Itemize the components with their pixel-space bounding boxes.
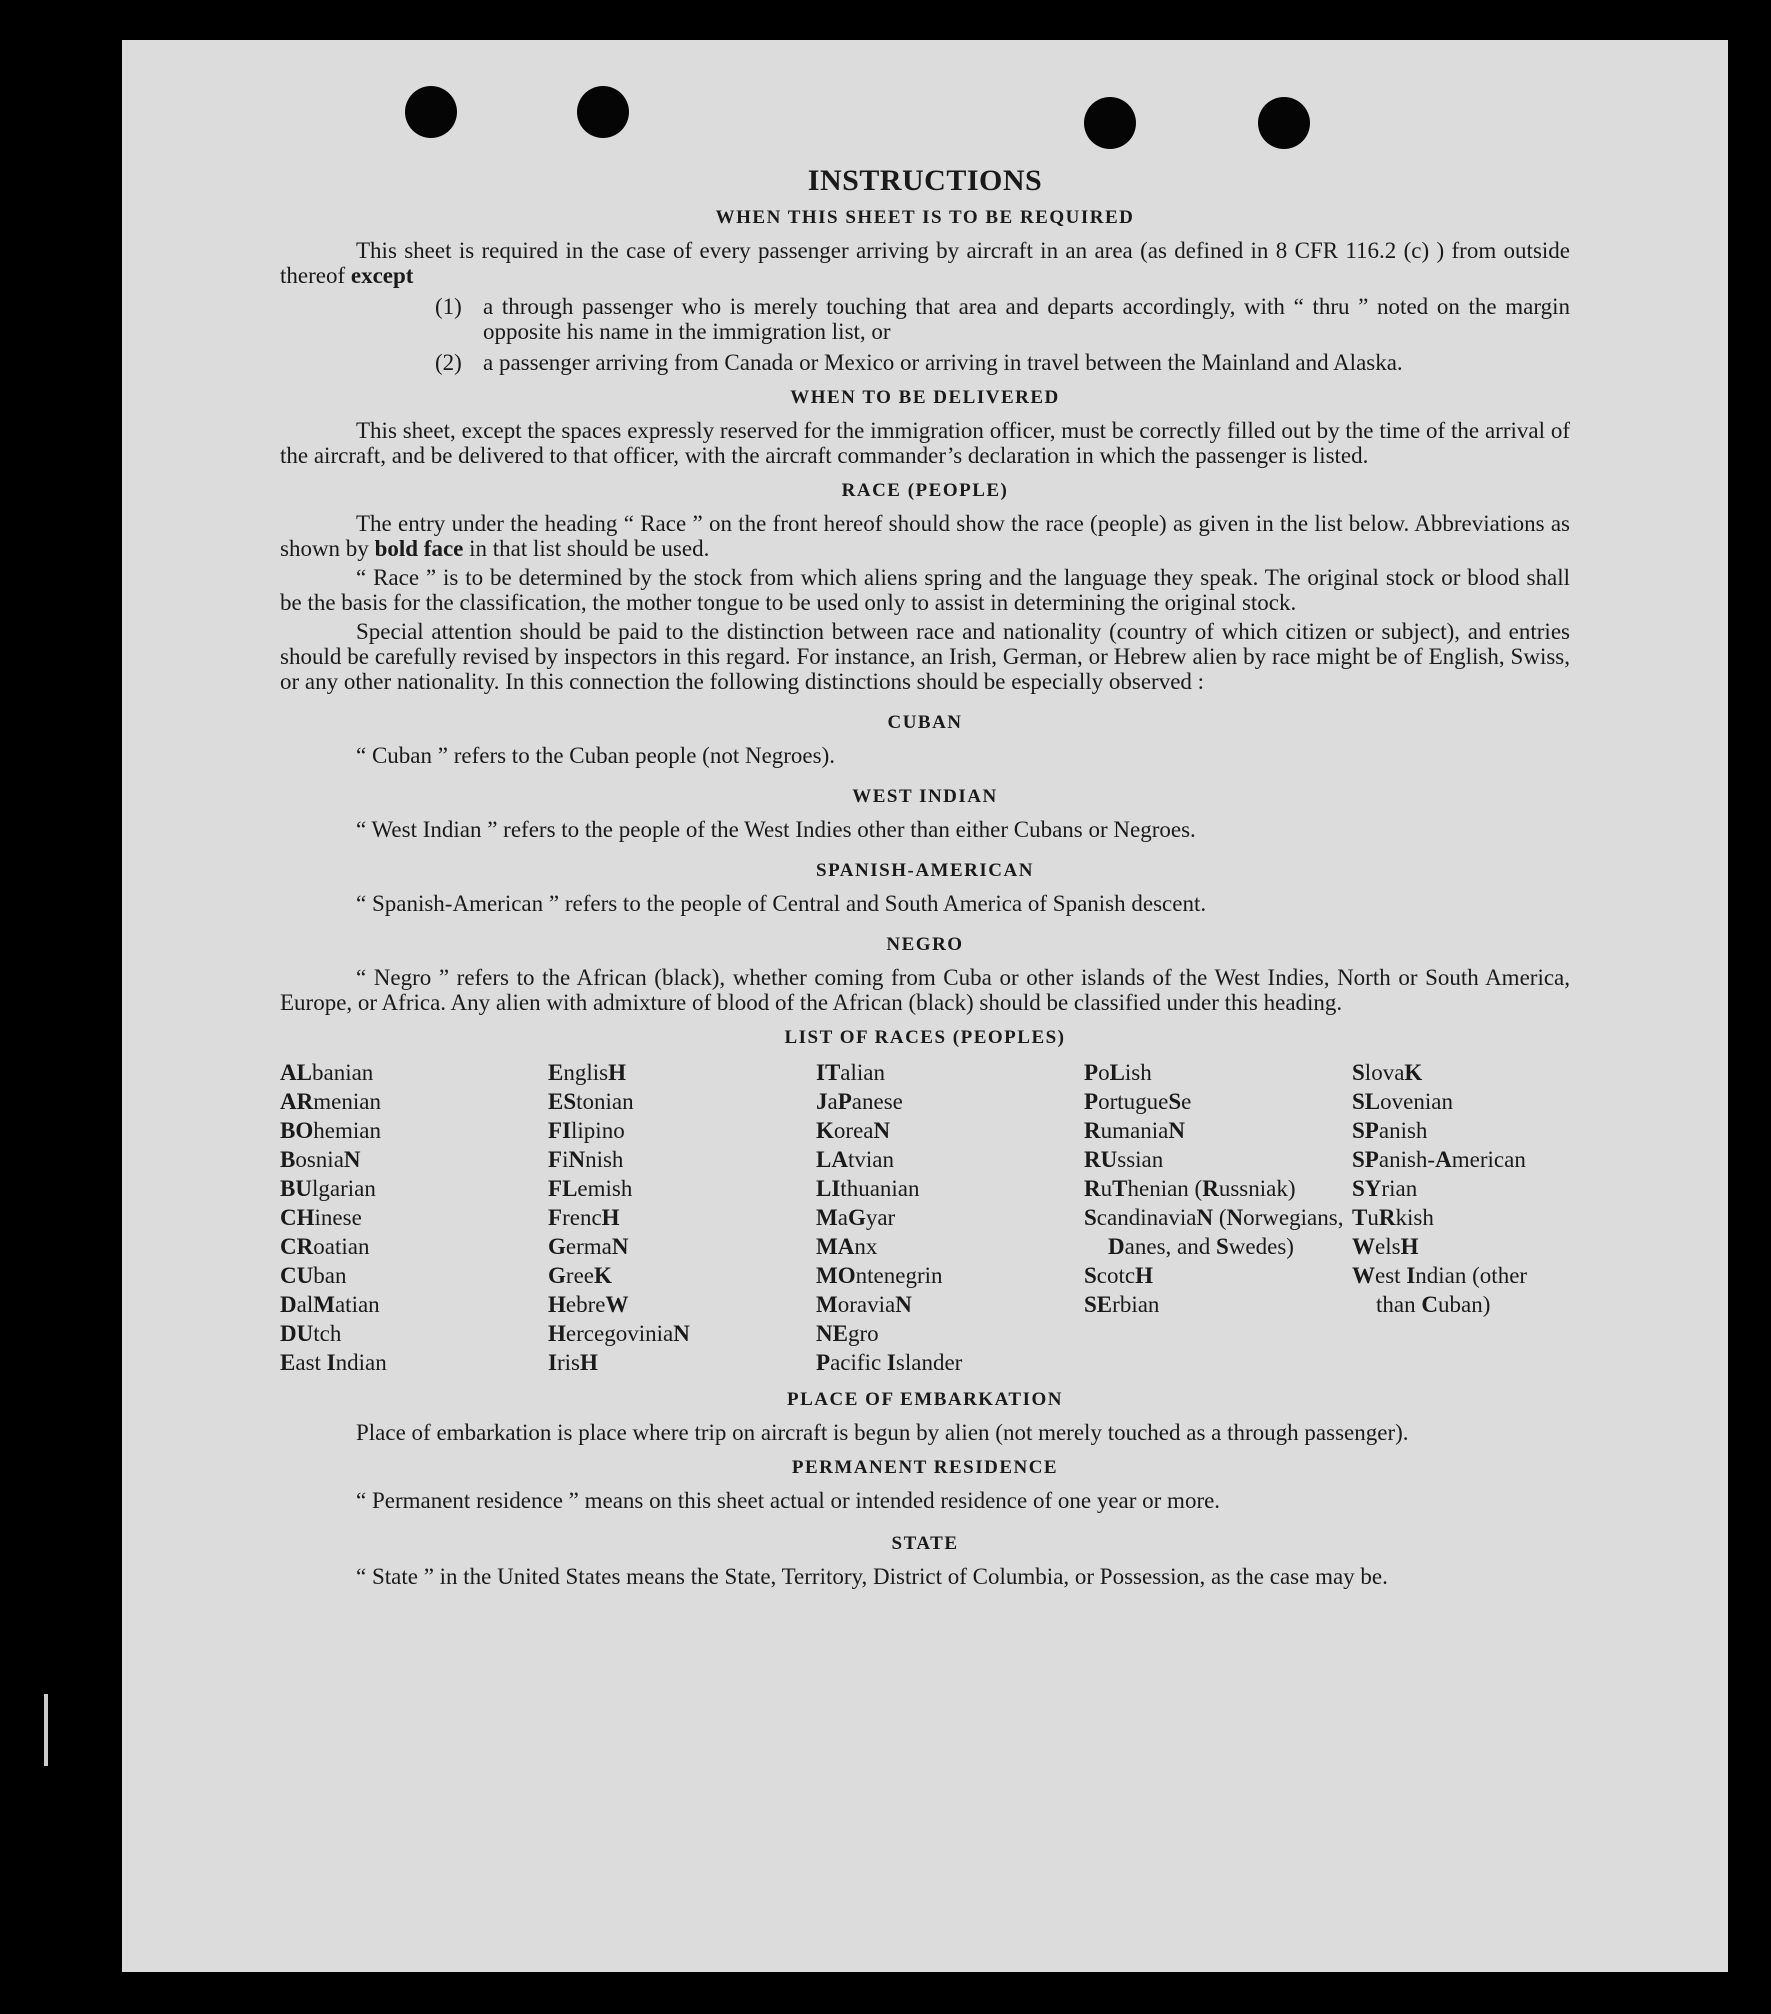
section-heading: SPANISH-AMERICAN [816,860,1034,881]
race-column [1084,1058,1352,1377]
paragraph-text: in that list should be used. [469,536,710,561]
section-heading: LIST OF RACES (PEOPLES) [784,1027,1066,1048]
race-entry: FiNnish [548,1147,624,1172]
race-entry: GreeK [548,1263,612,1288]
punch-hole [405,86,457,138]
paragraph: “ West Indian ” refers to the people of the West Indies other than either Cubans or Negroes. [356,817,1196,842]
race-entry: CUban [280,1263,347,1288]
race-entry: ARmenian [280,1089,381,1114]
race-column [548,1058,816,1377]
race-entry: RUssian [1084,1147,1164,1172]
paragraph: “ Negro ” refers to the African (black), whether coming from Cuba or other islands of the West Indies, North or South America, Europe, or Africa. Any alien with admixture of blood of the African (black) should be classified under this heading. [280,965,1570,1015]
race-entry: IrisH [548,1350,598,1375]
punch-hole [577,86,629,138]
race-entry: MOntenegrin [816,1263,943,1288]
race-entry: CRoatian [280,1234,370,1259]
race-entry: BOhemian [280,1118,381,1143]
bold-text: bold face [374,536,464,561]
item-text: a through passenger who is merely touching that area and departs accordingly, with “ thru ” noted on the margin opposite his name in the immigration list, or [483,294,1570,344]
paragraph: “ State ” in the United States means the State, Territory, District of Columbia, or Possession, as the case may be. [356,1564,1388,1589]
section-heading: WHEN TO BE DELIVERED [790,387,1060,408]
race-entry: RuThenian (Russniak) [1084,1176,1296,1201]
race-entry: LIthuanian [816,1176,920,1201]
race-entry: BosniaN [280,1147,361,1172]
race-entry: MAnx [816,1234,878,1259]
punch-hole [1084,97,1136,149]
paragraph: Place of embarkation is place where trip on aircraft is begun by alien (not merely touched as a through passenger). [356,1420,1409,1445]
paragraph-text: This sheet is required in the case of every passenger arriving by aircraft in an area (as defined in 8 CFR 116.2 (c) ) from outside thereof [280,238,1570,288]
race-entry: GermaN [548,1234,629,1259]
instructions-content [280,164,1570,1593]
section-heading: CUBAN [887,712,963,733]
race-entry: SErbian [1084,1292,1160,1317]
race-entry: HercegoviniaN [548,1321,690,1346]
race-entry: ScotcH [1084,1263,1154,1288]
race-entry: SLovenian [1352,1089,1453,1114]
document-page [122,40,1728,1972]
punch-hole [1258,97,1310,149]
race-entry: PortugueSe [1084,1089,1192,1114]
race-column [1352,1058,1570,1377]
race-entry: West Indian (other than Cuban) [1352,1263,1528,1317]
scan-mark [44,1694,48,1766]
section-heading: PERMANENT RESIDENCE [791,1457,1059,1478]
list-item [435,294,1570,344]
race-entry: East Indian [280,1350,387,1375]
race-entry: EStonian [548,1089,634,1114]
page-title: INSTRUCTIONS [807,164,1043,197]
paragraph [280,511,1570,561]
race-entry: ITalian [816,1060,886,1085]
race-entry: FLemish [548,1176,633,1201]
paragraph: “ Race ” is to be determined by the stock from which aliens spring and the language they speak. The original stock or blood shall be the basis for the classification, the mother tongue to be used only to assist in determining the original stock. [280,565,1570,615]
race-entry: BUlgarian [280,1176,376,1201]
section-heading: RACE (PEOPLE) [841,480,1009,501]
paragraph: “ Permanent residence ” means on this sheet actual or intended residence of one year or more. [356,1488,1221,1513]
paragraph: “ Cuban ” refers to the Cuban people (not Negroes). [356,743,836,768]
section-heading: NEGRO [886,934,964,955]
race-column [816,1058,1084,1377]
section-heading: WHEN THIS SHEET IS TO BE REQUIRED [715,207,1135,228]
item-number: (2) [435,350,462,375]
race-entry: MaGyar [816,1205,896,1230]
race-list [280,1058,1570,1377]
race-entry: KoreaN [816,1118,891,1143]
race-entry: SPanish-American [1352,1147,1526,1172]
race-entry: TuRkish [1352,1205,1434,1230]
race-entry: MoraviaN [816,1292,912,1317]
race-entry: PoLish [1084,1060,1152,1085]
race-entry: JaPanese [816,1089,903,1114]
paragraph: “ Spanish-American ” refers to the people of Central and South America of Spanish descent. [356,891,1207,916]
race-entry: DalMatian [280,1292,380,1317]
race-entry: DUtch [280,1321,342,1346]
race-column [280,1058,548,1377]
race-entry: SlovaK [1352,1060,1423,1085]
paragraph-text: The entry under the heading “ Race ” on the front hereof should show the race (people) as given in the list below. Abbreviations as shown by [280,511,1570,561]
race-entry: FIlipino [548,1118,625,1143]
section-heading: WEST INDIAN [852,786,998,807]
list-item [435,350,1570,375]
bold-text: except [350,263,414,288]
race-entry: SYrian [1352,1176,1418,1201]
paragraph [280,238,1570,288]
race-entry: Pacific Islander [816,1350,963,1375]
paragraph: Special attention should be paid to the distinction between race and nationality (country of which citizen or subject), and entries should be carefully revised by inspectors in this regard. For instance, an Irish, German, or Hebrew alien by race might be of English, Swiss, or any other nationality. In this connection the following distinctions should be especially observed : [280,619,1570,694]
race-entry: WelsH [1352,1234,1419,1259]
section-heading: PLACE OF EMBARKATION [787,1389,1063,1410]
item-text: a passenger arriving from Canada or Mexico or arriving in travel between the Mainland and Alaska. [483,350,1403,375]
section-heading: STATE [891,1533,959,1554]
race-entry: NEgro [816,1321,879,1346]
item-number: (1) [435,294,462,319]
race-entry: ALbanian [280,1060,374,1085]
race-entry: FrencH [548,1205,620,1230]
paragraph: This sheet, except the spaces expressly reserved for the immigration officer, must be correctly filled out by the time of the arrival of the aircraft, and be delivered to that officer, with the aircraft commander’s declaration in which the passenger is listed. [280,418,1570,468]
race-entry: SPanish [1352,1118,1428,1143]
race-entry: LAtvian [816,1147,894,1172]
race-entry: CHinese [280,1205,362,1230]
race-entry: EnglisH [548,1060,626,1085]
race-entry: HebreW [548,1292,629,1317]
race-entry: RumaniaN [1084,1118,1185,1143]
race-entry: ScandinaviaN (Norwegians, Danes, and Swedes) [1084,1205,1344,1259]
